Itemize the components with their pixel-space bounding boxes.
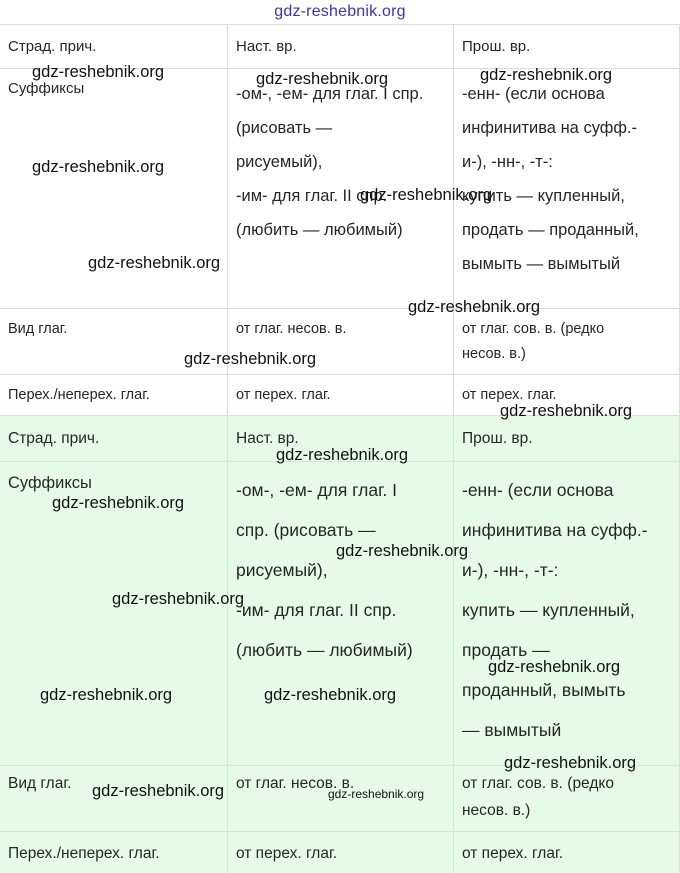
table-header-row — [0, 24, 680, 68]
watermark-text: gdz-reshebnik.org — [500, 402, 633, 420]
row-label-cell — [0, 832, 227, 873]
present-cell — [227, 375, 453, 415]
present-cell — [227, 69, 453, 308]
table-row-aspect — [0, 765, 680, 831]
site-name: gdz-reshebnik.org — [274, 3, 406, 20]
present-cell — [227, 766, 453, 831]
present-cell — [227, 462, 453, 765]
header-label: Наст. вр. — [236, 430, 299, 447]
watermark-text: gdz-reshebnik.org — [264, 686, 397, 704]
row-label: Вид глаг. — [8, 321, 68, 337]
cell-text: от перех. глаг. — [462, 845, 564, 862]
past-cell — [453, 462, 680, 765]
row-label-cell — [0, 375, 227, 415]
row-label-cell — [0, 462, 227, 765]
cell-text: -енн- (если основа инфинитива на суфф.- и-), -нн-, -т-: купить — купленный, продать — проданный, вымыть — вымытый — [462, 480, 648, 740]
table-row-aspect — [0, 308, 680, 374]
watermark-text: gdz-reshebnik.org — [92, 782, 225, 800]
table-header-row — [0, 415, 680, 461]
row-label: Вид глаг. — [8, 775, 72, 792]
header-label: Наст. вр. — [236, 38, 297, 55]
present-cell — [227, 309, 453, 374]
cell-text: от глаг. несов. в. — [236, 321, 347, 337]
watermark-text: gdz-reshebnik.org — [504, 754, 637, 772]
header-label: Прош. вр. — [462, 430, 533, 447]
header-cell — [227, 416, 453, 461]
cell-text: -ом-, -ем- для глаг. I спр. (рисовать — рисуемый), -им- для глаг. II спр. (любить — любимый) — [236, 85, 424, 239]
header-cell — [227, 25, 453, 68]
watermark-text: gdz-reshebnik.org — [408, 298, 541, 316]
watermark-text: gdz-reshebnik.org — [184, 350, 317, 368]
table-row-suffixes — [0, 68, 680, 308]
watermark-text: gdz-reshebnik.org — [488, 658, 621, 676]
past-cell — [453, 766, 680, 831]
watermark-text: gdz-reshebnik.org — [32, 158, 165, 176]
cell-text: от глаг. сов. в. (редко несов. в.) — [462, 775, 614, 819]
watermark-text: gdz-reshebnik.org — [360, 186, 493, 204]
row-label: Суффиксы — [8, 80, 85, 97]
watermark-text: gdz-reshebnik.org — [256, 70, 389, 88]
site-header — [0, 0, 680, 24]
watermark-text: gdz-reshebnik.org — [32, 63, 165, 81]
past-cell — [453, 69, 680, 308]
past-cell — [453, 375, 680, 415]
watermark-text: gdz-reshebnik.org — [276, 446, 409, 464]
watermark-text: gdz-reshebnik.org — [52, 494, 185, 512]
cell-text: от перех. глаг. — [462, 387, 557, 403]
past-cell — [453, 832, 680, 873]
table-row-suffixes — [0, 461, 680, 765]
row-label-cell — [0, 69, 227, 308]
row-label-cell — [0, 309, 227, 374]
header-cell — [0, 416, 227, 461]
header-cell — [453, 25, 680, 68]
row-label-cell — [0, 766, 227, 831]
cell-text: от перех. глаг. — [236, 845, 338, 862]
row-label: Перех./неперех. глаг. — [8, 387, 150, 403]
table-row-transitivity — [0, 831, 680, 873]
row-label: Перех./неперех. глаг. — [8, 845, 160, 862]
header-cell — [0, 25, 227, 68]
watermark-text: gdz-reshebnik.org — [480, 66, 613, 84]
past-cell — [453, 309, 680, 374]
header-label: Прош. вр. — [462, 38, 531, 55]
header-cell — [453, 416, 680, 461]
watermark-text: gdz-reshebnik.org — [112, 590, 245, 608]
cell-text: от глаг. несов. в. — [236, 775, 355, 792]
header-label: Страд. прич. — [8, 430, 100, 447]
watermark-text: gdz-reshebnik.org — [40, 686, 173, 704]
cell-text: -ом-, -ем- для глаг. I спр. (рисовать — рисуемый), -им- для глаг. II спр. (любить — любимый) — [236, 480, 413, 660]
header-label: Страд. прич. — [8, 38, 97, 55]
cell-text: от перех. глаг. — [236, 387, 331, 403]
watermark-text: gdz-reshebnik.org — [328, 787, 425, 801]
cell-text: от глаг. сов. в. (редко несов. в.) — [462, 321, 605, 362]
cell-text: -енн- (если основа инфинитива на суфф.- и-), -нн-, -т-: купить — купленный, продать — проданный, вымыть — вымытый — [462, 85, 639, 273]
present-cell — [227, 832, 453, 873]
row-label: Суффиксы — [8, 474, 92, 492]
watermark-text: gdz-reshebnik.org — [336, 542, 469, 560]
watermark-text: gdz-reshebnik.org — [88, 254, 221, 272]
table-row-transitivity — [0, 374, 680, 415]
